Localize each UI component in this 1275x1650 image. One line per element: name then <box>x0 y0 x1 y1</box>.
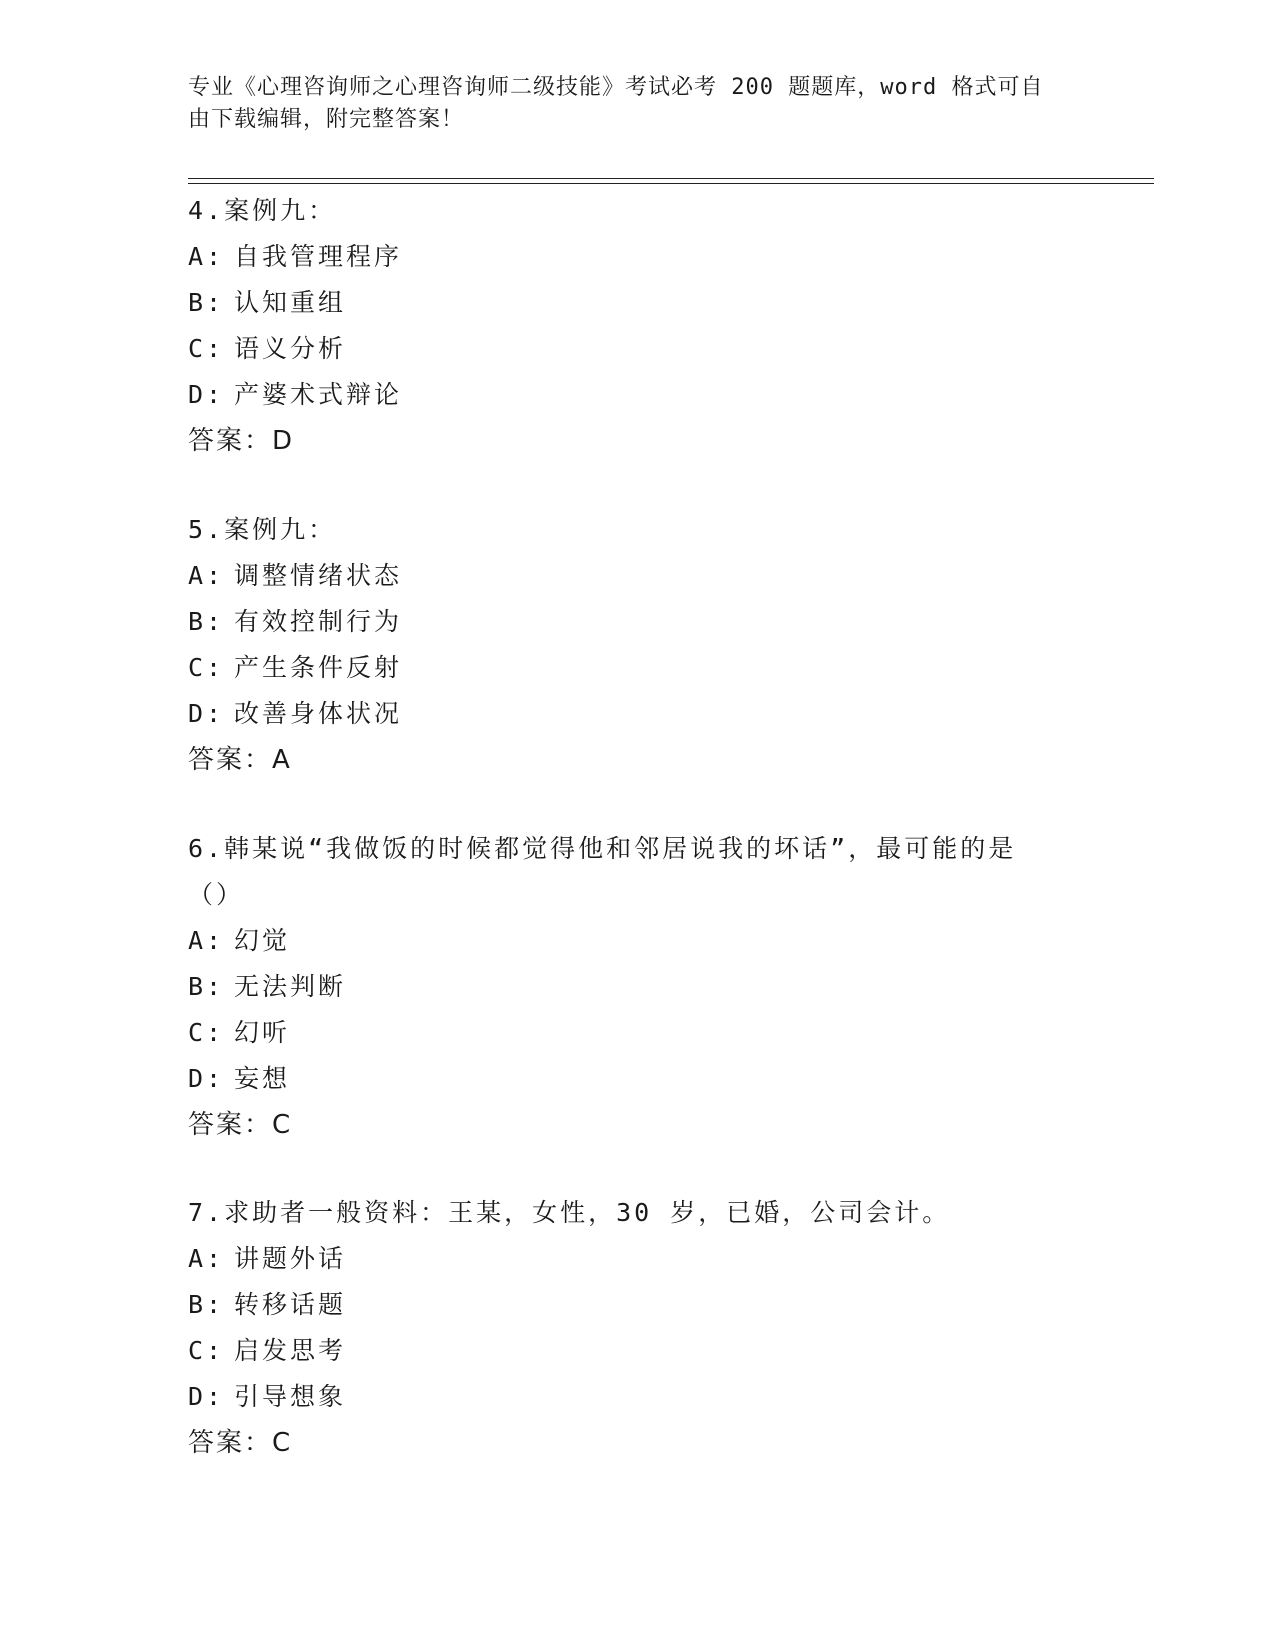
answer-label: 答案： <box>188 1428 273 1458</box>
option-text: 启发思考 <box>234 1336 347 1365</box>
question-text-continued: （） <box>188 880 245 909</box>
answer-value: D <box>272 426 295 456</box>
option-text: 引导想象 <box>234 1382 347 1411</box>
option-text: 转移话题 <box>234 1290 347 1319</box>
option-b <box>188 964 1068 1010</box>
question-stem <box>188 507 1068 553</box>
question-6 <box>188 826 1068 1148</box>
answer-label: 答案： <box>188 426 273 456</box>
option-c <box>188 1328 1068 1374</box>
question-number: 6. <box>188 834 225 863</box>
option-c <box>188 326 1068 372</box>
option-b <box>188 599 1068 645</box>
header-line-1: 专业《心理咨询师之心理咨询师二级技能》考试必考 200 题题库，word 格式可自 <box>188 75 1044 100</box>
option-a <box>188 553 1068 599</box>
option-text: 自我管理程序 <box>234 242 403 271</box>
option-letter: D: <box>188 699 225 728</box>
answer-line <box>188 1102 1068 1148</box>
option-text: 改善身体状况 <box>234 699 403 728</box>
answer-value: C <box>272 1110 293 1140</box>
question-stem <box>188 826 1068 918</box>
option-d <box>188 691 1068 737</box>
option-text: 有效控制行为 <box>234 607 403 636</box>
option-text: 幻觉 <box>234 926 291 955</box>
option-a <box>188 918 1068 964</box>
option-letter: D: <box>188 1382 225 1411</box>
option-letter: C: <box>188 1018 225 1047</box>
option-text: 认知重组 <box>234 288 347 317</box>
option-letter: B: <box>188 288 225 317</box>
option-text: 幻听 <box>234 1018 291 1047</box>
answer-line <box>188 737 1068 783</box>
option-letter: D: <box>188 380 225 409</box>
answer-label: 答案： <box>188 1110 273 1140</box>
option-letter: A: <box>188 561 225 590</box>
option-b <box>188 1282 1068 1328</box>
option-letter: A: <box>188 926 225 955</box>
option-letter: A: <box>188 1244 225 1273</box>
question-text: 案例九： <box>224 196 337 225</box>
option-letter: C: <box>188 334 225 363</box>
answer-line <box>188 418 1068 464</box>
answer-line <box>188 1420 1068 1466</box>
question-5 <box>188 507 1068 783</box>
option-a <box>188 1236 1068 1282</box>
option-letter: B: <box>188 1290 225 1319</box>
question-text: 案例九： <box>224 515 337 544</box>
header-line-2: 由下载编辑，附完整答案！ <box>188 107 465 132</box>
option-d <box>188 1056 1068 1102</box>
question-stem <box>188 1190 1068 1236</box>
question-number: 5. <box>188 515 225 544</box>
answer-value: C <box>272 1428 293 1458</box>
question-number: 4. <box>188 196 225 225</box>
header-divider-top <box>188 178 1154 179</box>
option-text: 讲题外话 <box>234 1244 347 1273</box>
question-text: 求助者一般资料：王某，女性，30 岁，已婚，公司会计。 <box>224 1198 951 1227</box>
option-letter: B: <box>188 972 225 1001</box>
header-divider-bottom <box>188 183 1154 184</box>
option-text: 产婆术式辩论 <box>234 380 403 409</box>
option-b <box>188 280 1068 326</box>
answer-label: 答案： <box>188 745 273 775</box>
option-text: 语义分析 <box>234 334 347 363</box>
option-a <box>188 234 1068 280</box>
option-letter: D: <box>188 1064 225 1093</box>
question-7 <box>188 1190 1068 1466</box>
answer-value: A <box>272 745 292 775</box>
option-d <box>188 372 1068 418</box>
option-text: 调整情绪状态 <box>234 561 403 590</box>
option-letter: C: <box>188 1336 225 1365</box>
option-c <box>188 1010 1068 1056</box>
option-c <box>188 645 1068 691</box>
option-text: 妄想 <box>234 1064 291 1093</box>
option-text: 无法判断 <box>234 972 347 1001</box>
document-header <box>188 72 1068 136</box>
option-text: 产生条件反射 <box>234 653 403 682</box>
option-d <box>188 1374 1068 1420</box>
question-number: 7. <box>188 1198 225 1227</box>
question-4 <box>188 188 1068 464</box>
option-letter: A: <box>188 242 225 271</box>
option-letter: C: <box>188 653 225 682</box>
question-text: 韩某说“我做饭的时候都觉得他和邻居说我的坏话”，最可能的是 <box>224 834 1017 863</box>
question-stem <box>188 188 1068 234</box>
option-letter: B: <box>188 607 225 636</box>
